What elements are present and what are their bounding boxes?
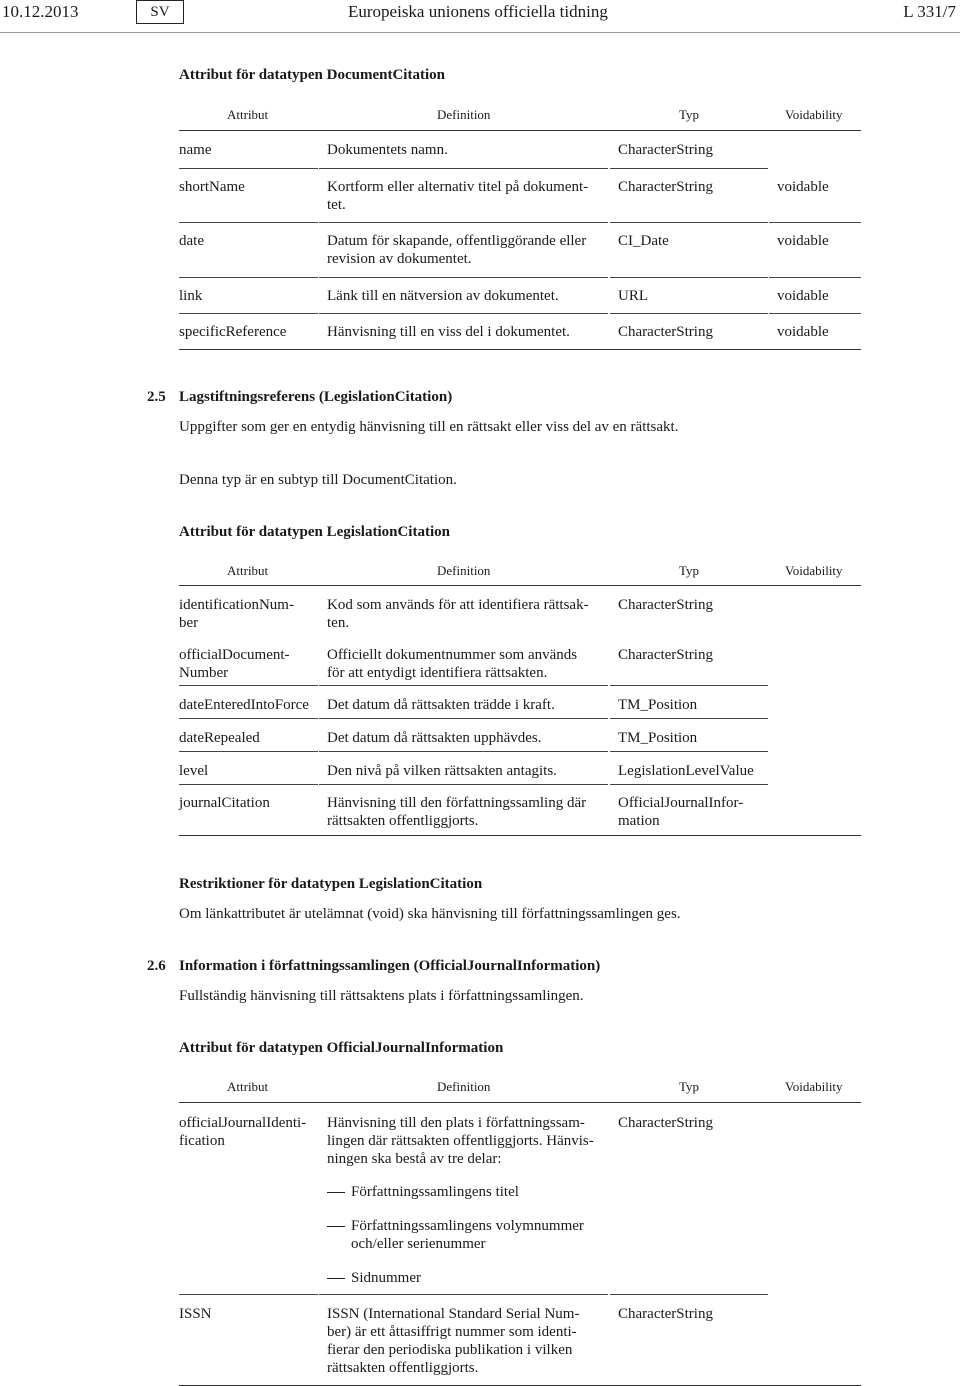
row-divider [179, 718, 318, 719]
cell-def: Hänvisning till den författningssamling där rättsakten offentliggjorts. [327, 795, 587, 829]
cell-def: Länk till en nätversion av dokumentet. [327, 288, 559, 304]
row-divider [610, 313, 768, 314]
cell-attr: dateEnteredIntoForce [179, 697, 309, 713]
cell-type: OfficialJournalInfor- mation [618, 795, 744, 829]
section-number-2-6: 2.6 [147, 958, 166, 974]
table1-header-rule [179, 130, 861, 131]
dash-icon [327, 1278, 345, 1279]
cell-def: Det datum då rättsakten trädde i kraft. [327, 697, 555, 713]
row-divider [769, 222, 861, 223]
dash-icon [327, 1192, 345, 1193]
section-number: 2.5 [147, 389, 166, 405]
row-divider [610, 685, 768, 686]
table3-title: Attribut för datatypen OfficialJournalInformation [179, 1040, 504, 1056]
row-divider [319, 1294, 608, 1295]
cell-attr: officialJournalIdenti- fication [179, 1115, 307, 1149]
page-reference: L 331/7 [903, 2, 956, 21]
row-divider [179, 222, 318, 223]
bullet-text: Författningssamlingens titel [351, 1184, 519, 1200]
cell-def: Det datum då rättsakten upphävdes. [327, 730, 542, 746]
col-attr: Attribut [227, 1079, 269, 1094]
page-header [0, 0, 960, 34]
cell-type: CharacterString [618, 324, 713, 340]
cell-attr: link [179, 288, 203, 304]
cell-attr: date [179, 233, 204, 249]
cell-def: Den nivå på vilken rättsakten antagits. [327, 763, 557, 779]
cell-type: CharacterString [618, 179, 713, 195]
table3-header-rule [179, 1102, 861, 1103]
cell-def: Dokumentets namn. [327, 142, 448, 158]
bullet-text: Författningssamlingens volymnummer och/eller serienummer [351, 1218, 584, 1252]
cell-attr: identificationNum- ber [179, 597, 294, 631]
cell-def: Officiellt dokumentnummer som används för att entydigt identifiera rättsakten. [327, 647, 578, 681]
row-divider [319, 784, 608, 785]
cell-void: voidable [777, 324, 829, 340]
cell-attr: officialDocument- Number [179, 647, 290, 681]
bullet-item [327, 1269, 607, 1287]
cell-attr: ISSN [179, 1306, 212, 1322]
row-divider [179, 784, 318, 785]
restriction-text: Om länkattributet är utelämnat (void) ska hänvisning till författningssamlingen ges. [179, 906, 681, 922]
table2-title: Attribut för datatypen LegislationCitation [179, 524, 450, 540]
cell-attr: shortName [179, 179, 245, 195]
row-divider [769, 313, 861, 314]
journal-title: Europeiska unionens officiella tidning [348, 2, 608, 21]
row-divider [179, 277, 318, 278]
section-paragraph-2: Denna typ är en subtyp till DocumentCitation. [179, 472, 457, 488]
language-badge: SV [136, 0, 184, 24]
row-divider [179, 349, 861, 350]
cell-def: Hänvisning till den plats i författningssam- lingen där rättsakten offentliggjorts. Hänvis- ningen ska bestå av tre delar: [327, 1115, 594, 1167]
cell-type: CharacterString [618, 1306, 713, 1322]
cell-def: Kortform eller alternativ titel på dokument- tet. [327, 179, 589, 213]
dash-icon [327, 1226, 345, 1227]
row-divider [769, 277, 861, 278]
cell-type: LegislationLevelValue [618, 763, 754, 779]
table1-title: Attribut för datatypen DocumentCitation [179, 67, 445, 83]
col-def: Definition [437, 1079, 491, 1094]
table2-header-rule [179, 585, 861, 586]
section-title: Lagstiftningsreferens (LegislationCitation) [179, 389, 453, 405]
section-title-2-6: Information i författningssamlingen (OfficialJournalInformation) [179, 958, 601, 974]
cell-type: CI_Date [618, 233, 669, 249]
publication-date: 10.12.2013 [2, 2, 79, 21]
row-divider [179, 313, 318, 314]
row-divider [319, 277, 608, 278]
col-void: Voidability [785, 1079, 843, 1094]
cell-type: CharacterString [618, 647, 713, 663]
row-divider [179, 1294, 318, 1295]
bullet-item [327, 1183, 607, 1201]
col-def: Definition [437, 107, 491, 122]
cell-type: URL [618, 288, 648, 304]
col-type: Typ [679, 563, 700, 578]
cell-void: voidable [777, 288, 829, 304]
row-divider [179, 685, 318, 686]
col-void: Voidability [785, 563, 843, 578]
col-type: Typ [679, 1079, 700, 1094]
row-divider [610, 751, 768, 752]
cell-def: Hänvisning till en viss del i dokumentet. [327, 324, 570, 340]
row-divider [319, 685, 608, 686]
cell-def: ISSN (International Standard Serial Num- ber) är ett åttasiffrigt nummer som identi- fierar den periodiska publikation i vilken rättsakten offentliggjorts. [327, 1306, 580, 1376]
cell-def: Datum för skapande, offentliggörande eller revision av dokumentet. [327, 233, 587, 267]
col-type: Typ [679, 107, 700, 122]
col-def: Definition [437, 563, 491, 578]
cell-attr: specificReference [179, 324, 287, 340]
cell-def: Kod som används för att identifiera rättsak- ten. [327, 597, 589, 631]
bullet-item [327, 1217, 607, 1253]
row-divider [610, 277, 768, 278]
section-paragraph-2-6: Fullständig hänvisning till rättsaktens plats i författningssamlingen. [179, 988, 584, 1004]
cell-type: CharacterString [618, 597, 713, 613]
col-void: Voidability [785, 107, 843, 122]
cell-attr: journalCitation [179, 795, 270, 811]
cell-void: voidable [777, 179, 829, 195]
col-attr: Attribut [227, 563, 269, 578]
row-divider [179, 168, 318, 169]
row-divider [179, 835, 861, 836]
cell-attr: name [179, 142, 212, 158]
row-divider [610, 1294, 768, 1295]
cell-void: voidable [777, 233, 829, 249]
row-divider [610, 718, 768, 719]
cell-type: CharacterString [618, 142, 713, 158]
cell-attr: level [179, 763, 209, 779]
bullet-text: Sidnummer [351, 1270, 421, 1286]
row-divider [179, 751, 318, 752]
row-divider [319, 313, 608, 314]
row-divider [319, 168, 608, 169]
restriction-title: Restriktioner för datatypen LegislationCitation [179, 876, 483, 892]
col-attr: Attribut [227, 107, 269, 122]
row-divider [319, 751, 608, 752]
section-paragraph: Uppgifter som ger en entydig hänvisning till en rättsakt eller viss del av en rättsakt. [179, 419, 679, 435]
row-divider [610, 168, 768, 169]
cell-type: TM_Position [618, 697, 698, 713]
header-rule [0, 32, 960, 33]
row-divider [610, 784, 768, 785]
cell-type: CharacterString [618, 1115, 713, 1131]
cell-attr: dateRepealed [179, 730, 260, 746]
row-divider [319, 222, 608, 223]
row-divider [610, 222, 768, 223]
row-divider [319, 718, 608, 719]
cell-type: TM_Position [618, 730, 698, 746]
